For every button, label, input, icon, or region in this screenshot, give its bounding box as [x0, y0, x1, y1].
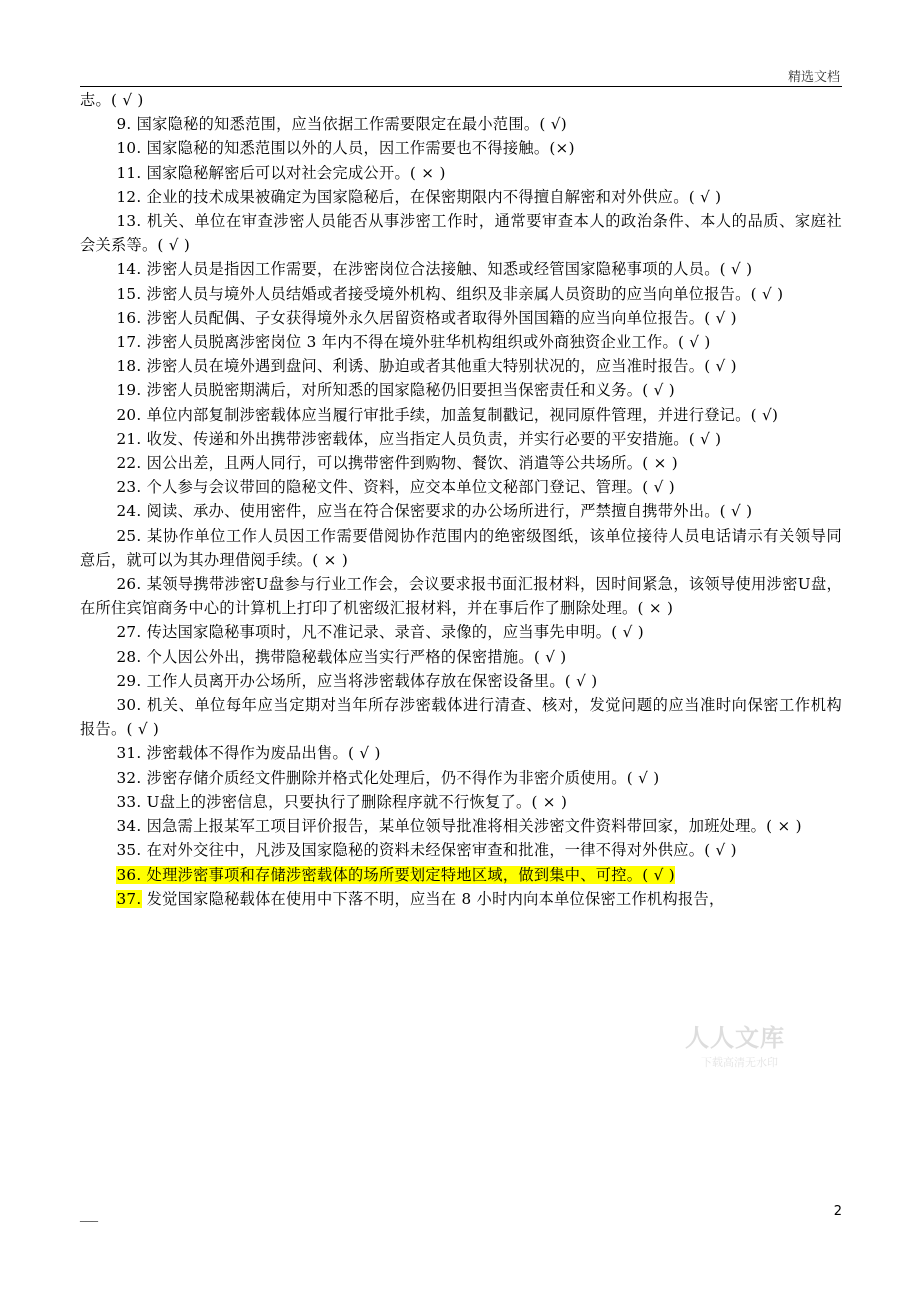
- question-line: 17. 涉密人员脱离涉密岗位 3 年内不得在境外驻华机构组织或外商独资企业工作。( √ ): [116, 333, 711, 352]
- question-line: 20. 单位内部复制涉密载体应当履行审批手续，加盖复制戳记，视同原件管理，并进行登记。( √): [116, 405, 779, 424]
- question-line: 18. 涉密人员在境外遇到盘问、利诱、胁迫或者其他重大特别状况的，应当准时报告。( √ ): [116, 357, 737, 376]
- question-line: 32. 涉密存储介质经文件删除并格式化处理后，仍不得作为非密介质使用。( √ ): [116, 768, 660, 787]
- question-line: 24. 阅读、承办、使用密件，应当在符合保密要求的办公场所进行，严禁擅自携带外出。( √ ): [116, 502, 753, 521]
- header-rule: [80, 86, 842, 87]
- watermark: [655, 1014, 805, 1074]
- question-line: 11. 国家隐秘解密后可以对社会完成公开。( × ): [116, 163, 446, 182]
- highlighted-number: 37.: [116, 889, 142, 908]
- question-line: 13. 机关、单位在审查涉密人员能否从事涉密工作时，通常要审查本人的政治条件、本人的品质、家庭社会关系等。( √ ): [80, 212, 842, 255]
- question-line: 19. 涉密人员脱密期满后，对所知悉的国家隐秘仍旧要担当保密责任和义务。( √ ): [116, 381, 675, 400]
- question-line: 34. 因急需上报某军工项目评价报告，某单位领导批准将相关涉密文件资料带回家，加班处理。( × ): [116, 817, 802, 836]
- question-line: 23. 个人参与会议带回的隐秘文件、资料，应交本单位文秘部门登记、管理。( √ ): [116, 478, 675, 497]
- question-line: [80, 887, 842, 911]
- question-line: 22. 因公出差，且两人同行，可以携带密件到购物、餐饮、消遣等公共场所。( × ): [116, 454, 678, 473]
- question-line: 30. 机关、单位每年应当定期对当年所存涉密载体进行清查、核对，发觉问题的应当准时向保密工作机构报告。( √ ): [80, 696, 842, 739]
- question-line: 31. 涉密载体不得作为废品出售。( √ ): [116, 744, 381, 763]
- question-line: 28. 个人因公外出，携带隐秘载体应当实行严格的保密措施。( √ ): [116, 647, 567, 666]
- footer-dash: ___: [80, 1208, 98, 1222]
- watermark-title: 人人文库: [685, 1024, 785, 1052]
- page-number: 2: [833, 1204, 842, 1219]
- question-line: 21. 收发、传递和外出携带涉密载体，应当指定人员负责，并实行必要的平安措施。( √ ): [116, 429, 722, 448]
- question-line: 10. 国家隐秘的知悉范围以外的人员，因工作需要也不得接触。(×): [116, 139, 575, 158]
- highlighted-text: 36. 处理涉密事项和存储涉密载体的场所要划定特地区域，做到集中、可控。( √ ): [116, 865, 675, 884]
- question-line: 25. 某协作单位工作人员因工作需要借阅协作范围内的绝密级图纸，该单位接待人员电话请示有关领导同意后，就可以为其办理借阅手续。( × ): [80, 526, 842, 569]
- question-line: 15. 涉密人员与境外人员结婚或者接受境外机构、组织及非亲属人员资助的应当向单位报告。( √ ): [116, 284, 784, 303]
- watermark-subtitle: 下载高清无水印: [701, 1056, 778, 1069]
- question-line: 9. 国家隐秘的知悉范围，应当依据工作需要限定在最小范围。( √): [116, 115, 567, 134]
- question-line: 27. 传达国家隐秘事项时，凡不准记录、录音、录像的，应当事先申明。( √ ): [116, 623, 644, 642]
- question-line: 35. 在对外交往中，凡涉及国家隐秘的资料未经保密审查和批准，一律不得对外供应。( √ ): [116, 841, 737, 860]
- question-line: 14. 涉密人员是指因工作需要，在涉密岗位合法接触、知悉或经管国家隐秘事项的人员。( √ ): [116, 260, 753, 279]
- question-line: 26. 某领导携带涉密U盘参与行业工作会，会议要求报书面汇报材料，因时间紧急，该领导使用涉密U盘，在所住宾馆商务中心的计算机上打印了机密级汇报材料，并在事后作了删除处理。( × ): [80, 575, 842, 618]
- question-line: 29. 工作人员离开办公场所，应当将涉密载体存放在保密设备里。( √ ): [116, 671, 598, 690]
- question-line-highlighted: [80, 863, 842, 887]
- question-line: 12. 企业的技术成果被确定为国家隐秘后，在保密期限内不得擅自解密和对外供应。( √ ): [116, 187, 722, 206]
- document-body: [80, 88, 842, 911]
- question-line: 33. U盘上的涉密信息，只要执行了删除程序就不行恢复了。( × ): [116, 792, 568, 811]
- question-line: 16. 涉密人员配偶、子女获得境外永久居留资格或者取得外国国籍的应当向单位报告。( √ ): [116, 308, 737, 327]
- question-line: 志。( √ ): [80, 91, 144, 109]
- question-text: 发觉国家隐秘载体在使用中下落不明，应当在 8 小时内向本单位保密工作机构报告，: [141, 889, 725, 908]
- header-label: 精选文档: [787, 70, 840, 85]
